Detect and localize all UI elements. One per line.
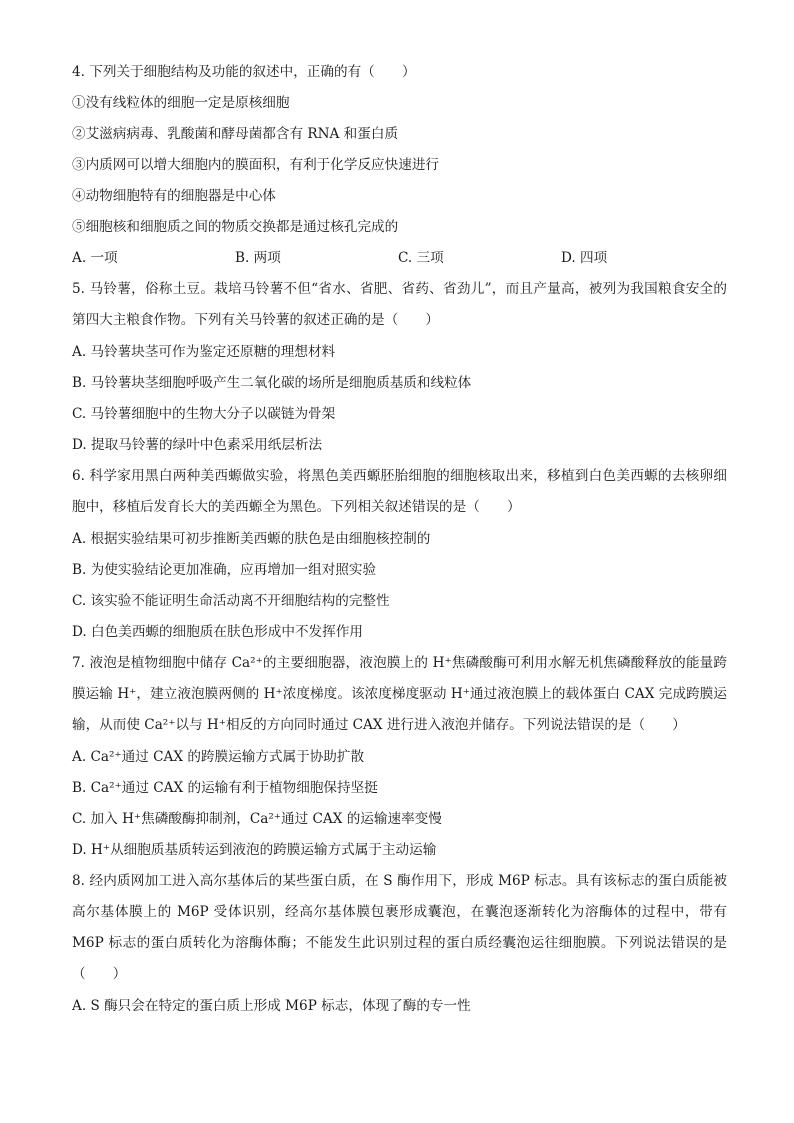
question-4-statement-1: ①没有线粒体的细胞一定是原核细胞: [72, 95, 290, 111]
question-7-stem: 7. 液泡是植物细胞中储存 Ca²⁺的主要细胞器，液泡膜上的 H⁺焦磷酸酶可利用水解无机焦磷酸释放的能量跨膜运输 H⁺，建立液泡膜两侧的 H⁺浓度梯度。该浓度梯度驱动 H⁺通过液泡膜上的载体蛋白 CAX 完成跨膜运输，从而使 Ca²⁺以与 H⁺相反的方向同时通过 CAX 进行进入液泡并储存。下列说法错误的是（ ）: [72, 655, 727, 733]
question-4-statement-5: ⑤细胞核和细胞质之间的物质交换都是通过核孔完成的: [72, 219, 399, 235]
exam-page: [72, 62, 727, 1027]
question-7-option-b: B. Ca²⁺通过 CAX 的运输有利于植物细胞保持坚挺: [72, 780, 378, 796]
question-5-option-c: C. 马铃薯细胞中的生物大分子以碳链为骨架: [72, 406, 336, 422]
question-5-stem: 5. 马铃薯，俗称土豆。栽培马铃薯不但“省水、省肥、省药、省劲儿”，而且产量高，被列为我国粮食安全的第四大主粮食作物。下列有关马铃薯的叙述正确的是（ ）: [72, 281, 727, 328]
question-7-option-c: C. 加入 H⁺焦磷酸酶抑制剂，Ca²⁺通过 CAX 的运输速率变慢: [72, 811, 442, 827]
question-4-option-c: C. 三项: [398, 250, 444, 266]
question-4-statement-3: ③内质网可以增大细胞内的膜面积，有利于化学反应快速进行: [72, 157, 440, 173]
question-5-option-a: A. 马铃薯块茎可作为鉴定还原糖的理想材料: [72, 344, 336, 360]
question-5-option-d: D. 提取马铃薯的绿叶中色素采用纸层析法: [72, 437, 323, 453]
question-6-option-d: D. 白色美西螈的细胞质在肤色形成中不发挥作用: [72, 624, 363, 640]
question-4-option-a: A. 一项: [72, 250, 118, 266]
question-4-option-b: B. 两项: [235, 250, 281, 266]
question-6-option-c: C. 该实验不能证明生命活动离不开细胞结构的完整性: [72, 593, 390, 609]
question-7-option-d: D. H⁺从细胞质基质转运到液泡的跨膜运输方式属于主动运输: [72, 842, 437, 858]
question-6-option-b: B. 为使实验结论更加准确，应再增加一组对照实验: [72, 562, 377, 578]
question-4-stem: 4. 下列关于细胞结构及功能的叙述中，正确的有（ ）: [72, 64, 416, 80]
question-4-options: [72, 248, 727, 268]
question-8-stem: 8. 经内质网加工进入高尔基体后的某些蛋白质，在 S 酶作用下，形成 M6P 标志。具有该标志的蛋白质能被高尔基体膜上的 M6P 受体识别，经高尔基体膜包裹形成囊泡，在囊泡逐渐转化为溶酶体的过程中，带有 M6P 标志的蛋白质转化为溶酶体酶；不能发生此识别过程的蛋白质经囊泡运往细胞膜。下列说法错误的是（ ）: [72, 873, 727, 982]
question-6-option-a: A. 根据实验结果可初步推断美西螈的肤色是由细胞核控制的: [72, 531, 431, 547]
question-4-statement-4: ④动物细胞特有的细胞器是中心体: [72, 188, 276, 204]
question-4-statement-2: ②艾滋病病毒、乳酸菌和酵母菌都含有 RNA 和蛋白质: [72, 126, 399, 142]
question-7-option-a: A. Ca²⁺通过 CAX 的跨膜运输方式属于协助扩散: [72, 749, 365, 765]
question-8-option-a: A. S 酶只会在特定的蛋白质上形成 M6P 标志，体现了酶的专一性: [72, 998, 471, 1014]
question-5-option-b: B. 马铃薯块茎细胞呼吸产生二氧化碳的场所是细胞质基质和线粒体: [72, 375, 472, 391]
question-6-stem: 6. 科学家用黑白两种美西螈做实验，将黑色美西螈胚胎细胞的细胞核取出来，移植到白色美西螈的去核卵细胞中，移植后发育长大的美西螈全为黑色。下列相关叙述错误的是（ ）: [72, 468, 727, 515]
question-4-option-d: D. 四项: [561, 250, 608, 266]
